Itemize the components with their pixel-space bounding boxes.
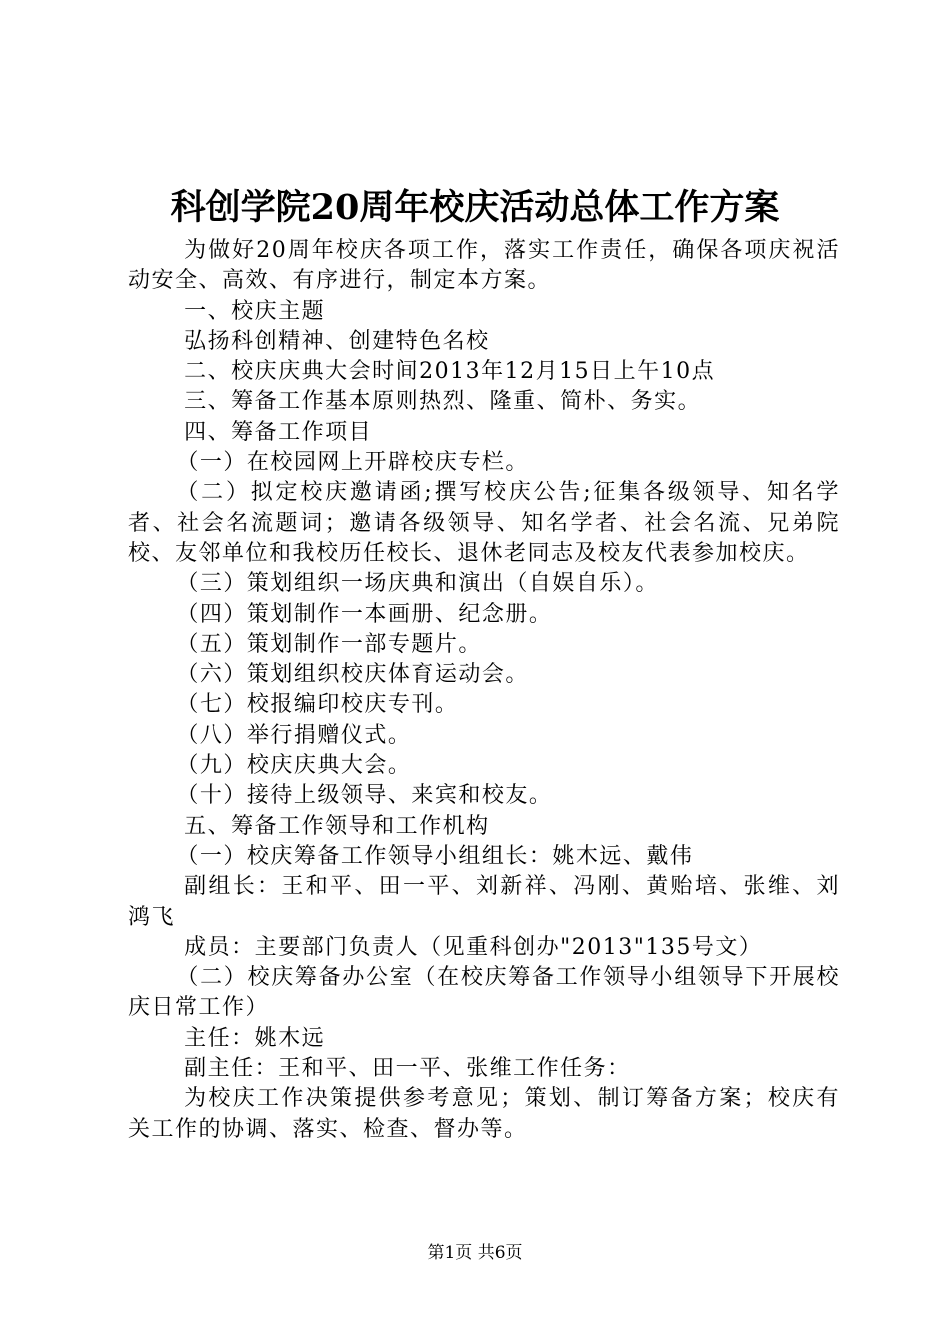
paragraph: 三、筹备工作基本原则热烈、隆重、简朴、务实。 [184,389,702,415]
paragraph: 为做好20周年校庆各项工作，落实工作责任，确保各项庆祝活动安全、高效、有序进行，制定本方案。 [128,238,840,294]
paragraph: （二）拟定校庆邀请函;撰写校庆公告;征集各级领导、知名学者、社会名流题词；邀请各级领导、知名学者、社会名流、兄弟院校、友邻单位和我校历任校长、退休老同志及校友代表参加校庆。 [128,480,840,566]
paragraph: 弘扬科创精神、创建特色名校 [184,328,490,354]
paragraph: 副组长：王和平、田一平、刘新祥、冯刚、黄贻培、张维、刘鸿飞 [128,874,840,930]
paragraph: （七）校报编印校庆专刊。 [176,692,459,718]
paragraph: 四、筹备工作项目 [184,419,373,445]
paragraph: 成员：主要部门负责人（见重科创办"2013"135号文） [184,934,763,960]
paragraph: （一）校庆筹备工作领导小组组长：姚木远、戴伟 [176,843,694,869]
paragraph: （五）策划制作一部专题片。 [176,631,482,657]
paragraph: 二、校庆庆典大会时间2013年12月15日上午10点 [184,359,716,385]
paragraph: （二）校庆筹备办公室（在校庆筹备工作领导小组领导下开展校庆日常工作） [128,965,840,1021]
paragraph: （六）策划组织校庆体育运动会。 [176,662,529,688]
paragraph: 主任：姚木远 [184,1025,326,1051]
paragraph: 为校庆工作决策提供参考意见；策划、制订筹备方案；校庆有关工作的协调、落实、检查、督办等。 [128,1086,840,1142]
paragraph: （十）接待上级领导、来宾和校友。 [176,783,553,809]
document-title: 科创学院20周年校庆活动总体工作方案 [170,187,780,228]
paragraph: 五、筹备工作领导和工作机构 [184,813,490,839]
document-body [128,236,840,1145]
paragraph: 一、校庆主题 [184,298,326,324]
paragraph: （四）策划制作一本画册、纪念册。 [176,601,553,627]
paragraph: （九）校庆庆典大会。 [176,753,412,779]
paragraph: （一）在校园网上开辟校庆专栏。 [176,450,529,476]
page-footer: 第1页 共6页 [427,1243,523,1263]
paragraph: 副主任：王和平、田一平、张维工作任务： [184,1056,631,1082]
paragraph: （三）策划组织一场庆典和演出（自娱自乐）。 [176,571,659,597]
paragraph: （八）举行捐赠仪式。 [176,722,412,748]
